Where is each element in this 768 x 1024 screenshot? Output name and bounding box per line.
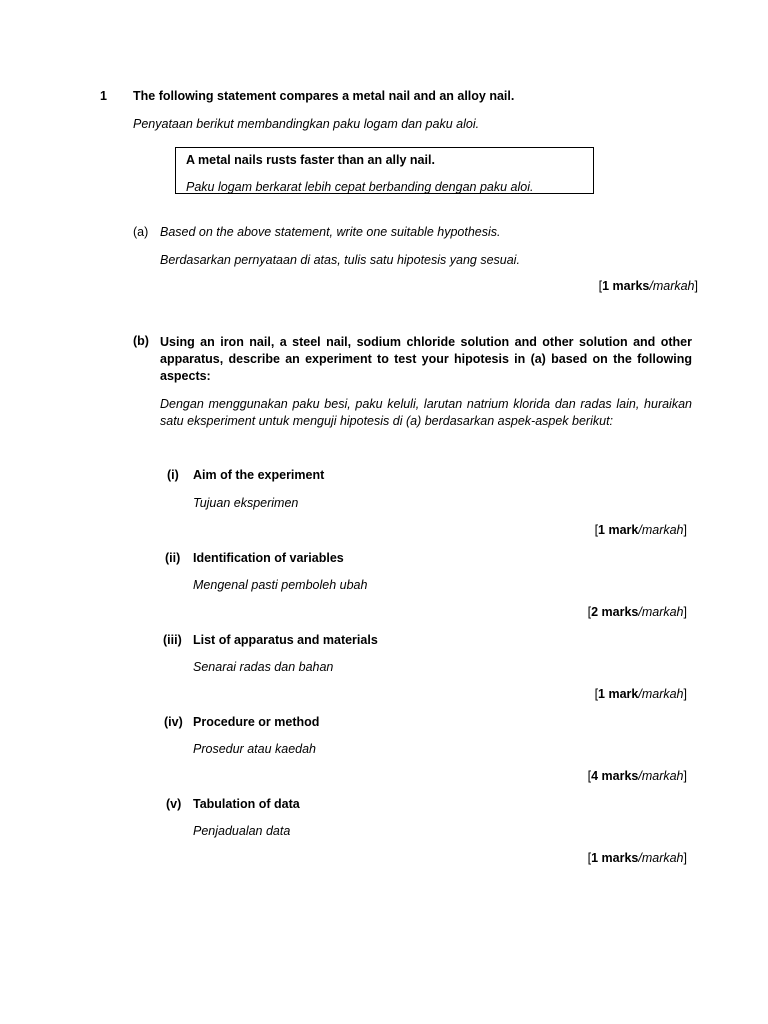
item-v-label: (v) [166,797,182,811]
item-iv-label: (iv) [164,715,183,729]
marks-close: ] [694,279,698,293]
part-b-label: (b) [133,334,149,348]
marks-value: 1 marks [591,851,639,865]
item-ii-title: Identification of variables [193,551,344,565]
box-line-ms: Paku logam berkarat lebih cepat berbanding dengan paku aloi. [186,180,534,194]
item-iii-label: (iii) [163,633,182,647]
marks-close: ] [683,851,687,865]
part-a-marks [599,279,698,293]
marks-open: [ [587,851,592,865]
part-a-text-en: Based on the above statement, write one suitable hypothesis. [160,225,501,239]
marks-value: 1 marks [602,279,650,293]
marks-close: ] [683,605,687,619]
item-iii-marks [595,687,687,701]
item-v-title: Tabulation of data [193,797,300,811]
part-b-text-ms: Dengan menggunakan paku besi, paku keluli, larutan natrium klorida dan radas lain, huraikan satu eksperiment untuk menguji hipotesis di (a) berdasarkan aspek-aspek berikut: [160,397,692,428]
marks-value: 4 marks [591,769,639,783]
item-iii-title: List of apparatus and materials [193,633,378,647]
item-i-subtitle: Tujuan eksperimen [193,496,299,510]
marks-open: [ [587,769,592,783]
marks-open: [ [587,605,592,619]
item-iv-title: Procedure or method [193,715,320,729]
item-iv-marks [588,769,687,783]
question-statement-ms: Penyataan berikut membandingkan paku logam dan paku aloi. [133,117,480,131]
marks-value: 2 marks [591,605,639,619]
marks-unit: /markah [638,851,684,865]
marks-close: ] [683,687,687,701]
item-i-title: Aim of the experiment [193,468,325,482]
marks-unit: /markah [638,687,684,701]
marks-value: 1 mark [598,523,639,537]
part-a-text-ms: Berdasarkan pernyataan di atas, tulis satu hipotesis yang sesuai. [160,253,520,267]
marks-open: [ [594,687,599,701]
statement-box [175,147,594,194]
item-v-subtitle: Penjadualan data [193,824,291,838]
marks-close: ] [683,769,687,783]
question-number: 1 [100,89,107,103]
marks-value: 1 mark [598,687,639,701]
item-i-marks [595,523,687,537]
item-v-marks [588,851,687,865]
item-ii-marks [588,605,687,619]
marks-unit: /markah [638,523,684,537]
item-iv-subtitle: Prosedur atau kaedah [193,742,317,756]
part-a-label: (a) [133,225,149,239]
marks-open: [ [598,279,603,293]
part-b-text-en: Using an iron nail, a steel nail, sodium chloride solution and other solution and other apparatus, describe an experiment to test your hipotesis in (a) based on the following aspects: [160,335,692,383]
box-line-en: A metal nails rusts faster than an ally nail. [186,153,435,167]
marks-unit: /markah [649,279,695,293]
question-statement-en: The following statement compares a metal nail and an alloy nail. [133,89,515,103]
item-ii-subtitle: Mengenal pasti pemboleh ubah [193,578,368,592]
marks-unit: /markah [638,769,684,783]
marks-open: [ [594,523,599,537]
marks-close: ] [683,523,687,537]
item-iii-subtitle: Senarai radas dan bahan [193,660,334,674]
item-ii-label: (ii) [165,551,181,565]
item-i-label: (i) [167,468,179,482]
marks-unit: /markah [638,605,684,619]
